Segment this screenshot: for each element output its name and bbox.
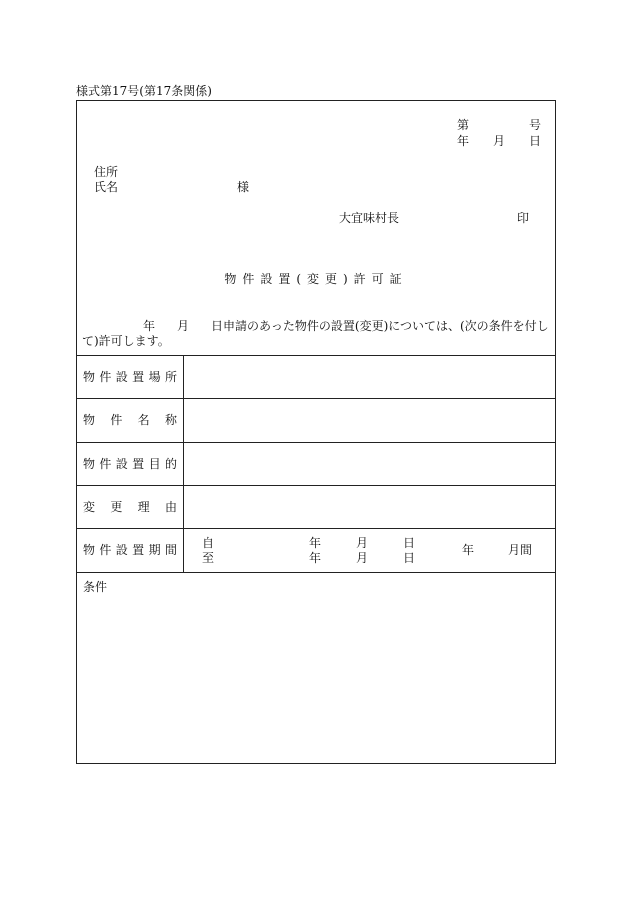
row-divider	[77, 442, 555, 443]
row-divider	[77, 528, 555, 529]
period-to-year: 年	[309, 551, 322, 565]
label-char: 設	[115, 457, 128, 471]
label-char: 期	[148, 543, 161, 557]
label-char: 称	[164, 413, 177, 427]
label-char: 的	[164, 457, 177, 471]
period-from-day: 日	[403, 536, 416, 550]
label-char: 名	[137, 413, 150, 427]
label-char: 物	[83, 370, 96, 384]
form-number: 様式第17号(第17条関係)	[76, 84, 212, 98]
issue-date-year: 年	[457, 134, 470, 148]
label-char: 設	[115, 543, 128, 557]
period-total-year: 年	[462, 543, 475, 557]
row-label-change-reason	[83, 500, 177, 514]
issue-date-month: 月	[493, 134, 506, 148]
issue-date-day: 日	[529, 134, 542, 148]
table-top-border	[77, 355, 555, 356]
table-bottom-border	[77, 572, 555, 573]
label-char: 設	[115, 370, 128, 384]
conditions-label: 条件	[83, 580, 108, 594]
label-char: 置	[132, 370, 145, 384]
row-label-installation-purpose	[83, 457, 177, 471]
label-char: 物	[83, 457, 96, 471]
issuer-seal: 印	[517, 211, 530, 225]
label-char: 目	[148, 457, 161, 471]
label-char: 物	[83, 413, 96, 427]
label-char: 変	[83, 500, 96, 514]
row-label-object-name	[83, 413, 177, 427]
label-char: 物	[83, 543, 96, 557]
row-label-installation-location	[83, 370, 177, 384]
period-from: 自	[202, 536, 215, 550]
period-to-month: 月	[356, 551, 369, 565]
label-char: 由	[164, 500, 177, 514]
label-char: 件	[99, 370, 112, 384]
label-char: 件	[110, 413, 123, 427]
name-label: 氏名	[94, 180, 119, 194]
label-char: 置	[132, 543, 145, 557]
issue-number-prefix: 第	[457, 118, 470, 132]
body-year: 年	[143, 319, 156, 333]
issuer-title: 大宜味村長	[339, 211, 400, 225]
address-label: 住所	[94, 165, 119, 179]
label-char: 更	[110, 500, 123, 514]
issue-number-suffix: 号	[529, 118, 542, 132]
permit-form	[76, 100, 556, 764]
label-char: 理	[137, 500, 150, 514]
row-divider	[77, 398, 555, 399]
label-char: 件	[99, 543, 112, 557]
body-month: 月	[177, 319, 190, 333]
period-from-year: 年	[309, 536, 322, 550]
period-from-month: 月	[356, 536, 369, 550]
label-char: 場	[148, 370, 161, 384]
label-char: 置	[132, 457, 145, 471]
honorific: 様	[237, 180, 250, 194]
period-to: 至	[202, 551, 215, 565]
period-total-months: 月間	[508, 543, 533, 557]
document-title: 物件設置(変更)許可証	[224, 272, 408, 286]
label-char: 所	[164, 370, 177, 384]
label-column-divider	[183, 355, 184, 572]
row-divider	[77, 485, 555, 486]
body-text-line1: 日申請のあった物件の設置(変更)については、(次の条件を付し	[211, 319, 549, 333]
row-label-installation-period	[83, 543, 177, 557]
label-char: 件	[99, 457, 112, 471]
body-text-line2: て)許可します。	[82, 334, 170, 348]
period-to-day: 日	[403, 551, 416, 565]
label-char: 間	[164, 543, 177, 557]
